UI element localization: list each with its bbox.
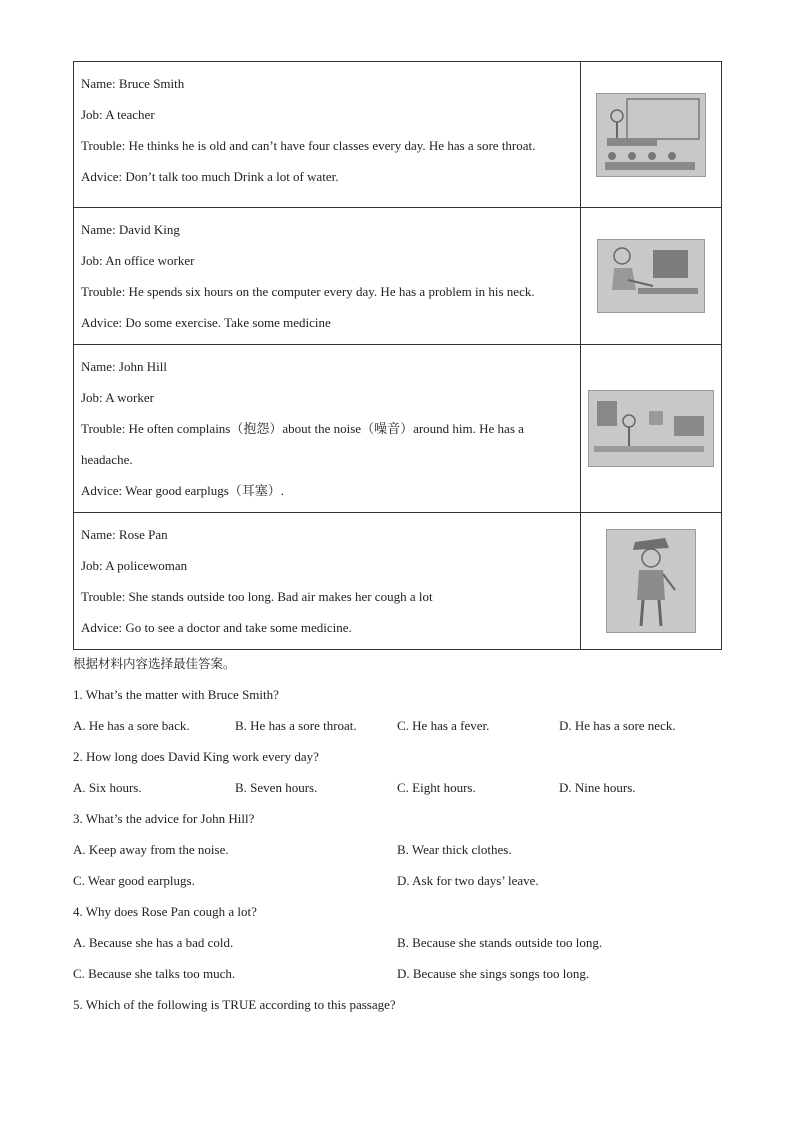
- answer-options: [73, 865, 723, 896]
- person-trouble: Trouble: He thinks he is old and can’t have four classes every day. He has a sore throat.: [81, 138, 536, 153]
- option-c[interactable]: C. Because she talks too much.: [73, 966, 236, 981]
- answer-options: [73, 927, 723, 958]
- question-stem: 5. Which of the following is TRUE according to this passage?: [73, 997, 396, 1012]
- person-trouble: Trouble: She stands outside too long. Bad air makes her cough a lot: [81, 589, 433, 604]
- table-row: [74, 513, 722, 650]
- option-d[interactable]: D. Nine hours.: [559, 780, 636, 795]
- person-advice: Advice: Wear good earplugs（耳塞）.: [81, 483, 285, 498]
- teacher-drawing: [596, 93, 706, 177]
- person-name: Name: David King: [81, 222, 180, 237]
- question-stem: 1. What’s the matter with Bruce Smith?: [73, 687, 279, 702]
- questions-section: [73, 648, 723, 1020]
- answer-options: [73, 958, 723, 989]
- picture-cell: [581, 513, 722, 650]
- option-d[interactable]: D. He has a sore neck.: [559, 718, 676, 733]
- instruction-text: 根据材料内容选择最佳答案。: [73, 656, 236, 671]
- person-job: Job: A policewoman: [81, 558, 188, 573]
- person-info-cell: [74, 208, 581, 345]
- table-row: [74, 208, 722, 345]
- question-stem: 2. How long does David King work every day?: [73, 749, 319, 764]
- option-c[interactable]: C. Wear good earplugs.: [73, 873, 195, 888]
- option-d[interactable]: D. Because she sings songs too long.: [397, 966, 590, 981]
- option-d[interactable]: D. Ask for two days’ leave.: [397, 873, 539, 888]
- option-c[interactable]: C. Eight hours.: [397, 780, 476, 795]
- option-a[interactable]: A. Because she has a bad cold.: [73, 935, 234, 950]
- person-name: Name: Bruce Smith: [81, 76, 185, 91]
- person-advice: Advice: Go to see a doctor and take some medicine.: [81, 620, 352, 635]
- worker-drawing: [588, 390, 714, 467]
- info-table: [73, 61, 722, 650]
- option-b[interactable]: B. Seven hours.: [235, 780, 318, 795]
- table-row: [74, 62, 722, 208]
- picture-cell: [581, 208, 722, 345]
- answer-options: [73, 710, 723, 741]
- person-job: Job: A teacher: [81, 107, 155, 122]
- person-advice: Advice: Do some exercise. Take some medicine: [81, 315, 331, 330]
- person-info-cell: [74, 513, 581, 650]
- option-c[interactable]: C. He has a fever.: [397, 718, 490, 733]
- person-advice: Advice: Don’t talk too much Drink a lot of water.: [81, 169, 339, 184]
- option-a[interactable]: A. He has a sore back.: [73, 718, 190, 733]
- table-row: [74, 345, 722, 513]
- picture-cell: [581, 62, 722, 208]
- picture-cell: [581, 345, 722, 513]
- person-name: Name: John Hill: [81, 359, 167, 374]
- person-info-cell: [74, 62, 581, 208]
- person-info-cell: [74, 345, 581, 513]
- option-b[interactable]: B. He has a sore throat.: [235, 718, 357, 733]
- office-worker-drawing: [597, 239, 705, 313]
- option-b[interactable]: B. Because she stands outside too long.: [397, 935, 603, 950]
- option-a[interactable]: A. Six hours.: [73, 780, 142, 795]
- question-stem: 3. What’s the advice for John Hill?: [73, 811, 255, 826]
- person-job: Job: An office worker: [81, 253, 195, 268]
- person-trouble: Trouble: He spends six hours on the computer every day. He has a problem in his neck.: [81, 284, 535, 299]
- person-trouble: Trouble: He often complains（抱怨）about the noise（噪音）around him. He has a headache.: [81, 421, 524, 467]
- option-a[interactable]: A. Keep away from the noise.: [73, 842, 229, 857]
- person-name: Name: Rose Pan: [81, 527, 168, 542]
- question-stem: 4. Why does Rose Pan cough a lot?: [73, 904, 257, 919]
- person-job: Job: A worker: [81, 390, 154, 405]
- answer-options: [73, 834, 723, 865]
- option-b[interactable]: B. Wear thick clothes.: [397, 842, 512, 857]
- answer-options: [73, 772, 723, 803]
- policewoman-drawing: [606, 529, 696, 633]
